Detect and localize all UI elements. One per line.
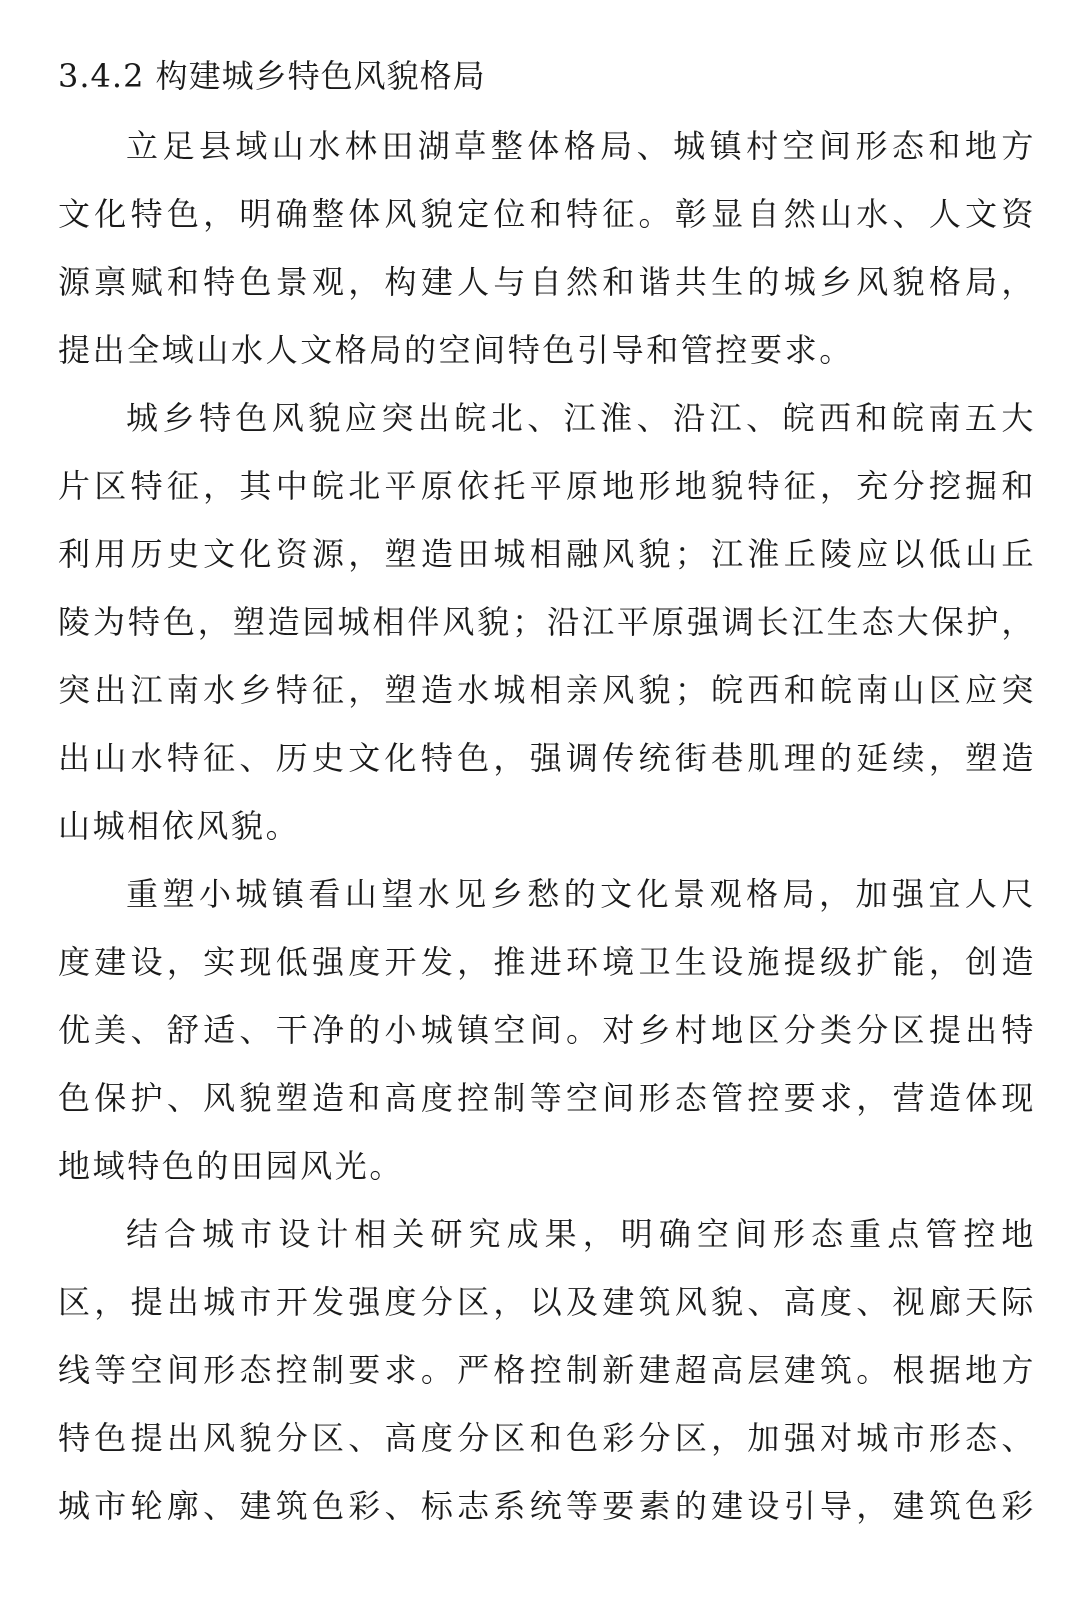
paragraph-line: 线等空间形态控制要求。严格控制新建超高层建筑。根据地方 [58,1351,1036,1389]
paragraph-2 [58,384,1036,860]
paragraph-line: 文化特色，明确整体风貌定位和特征。彰显自然山水、人文资 [58,195,1036,233]
paragraph-line: 重塑小城镇看山望水见乡愁的文化景观格局，加强宜人尺 [126,875,1036,913]
paragraph-line: 特色提出风貌分区、高度分区和色彩分区，加强对城市形态、 [58,1419,1036,1457]
paragraph-line: 优美、舒适、干净的小城镇空间。对乡村地区分类分区提出特 [58,1011,1036,1049]
paragraph-line: 出山水特征、历史文化特色，强调传统街巷肌理的延续，塑造 [58,739,1036,777]
paragraph-3 [58,860,1036,1200]
paragraph-line: 提出全域山水人文格局的空间特色引导和管控要求。 [58,331,854,369]
paragraph-line: 陵为特色，塑造园城相伴风貌；沿江平原强调长江生态大保护， [58,603,1036,641]
paragraph-line: 结合城市设计相关研究成果，明确空间形态重点管控地 [126,1215,1036,1253]
paragraph-line: 片区特征，其中皖北平原依托平原地形地貌特征，充分挖掘和 [58,467,1036,505]
section-heading: 3.4.2 构建城乡特色风貌格局 [58,57,486,95]
paragraph-line: 突出江南水乡特征，塑造水城相亲风貌；皖西和皖南山区应突 [58,671,1036,709]
paragraph-line: 立足县域山水林田湖草整体格局、城镇村空间形态和地方 [126,127,1036,165]
paragraph-4 [58,1200,1036,1540]
paragraph-line: 城市轮廓、建筑色彩、标志系统等要素的建设引导，建筑色彩 [58,1487,1036,1525]
paragraph-line: 山城相依风貌。 [58,807,301,845]
paragraph-line: 地域特色的田园风光。 [58,1147,405,1185]
paragraph-line: 区，提出城市开发强度分区，以及建筑风貌、高度、视廊天际 [58,1283,1036,1321]
paragraph-line: 度建设，实现低强度开发，推进环境卫生设施提级扩能，创造 [58,943,1036,981]
paragraph-line: 源禀赋和特色景观，构建人与自然和谐共生的城乡风貌格局， [58,263,1036,301]
paragraph-line: 利用历史文化资源，塑造田城相融风貌；江淮丘陵应以低山丘 [58,535,1036,573]
paragraph-line: 色保护、风貌塑造和高度控制等空间形态管控要求，营造体现 [58,1079,1036,1117]
paragraph-line: 城乡特色风貌应突出皖北、江淮、沿江、皖西和皖南五大 [126,399,1036,437]
paragraph-1 [58,112,1036,384]
